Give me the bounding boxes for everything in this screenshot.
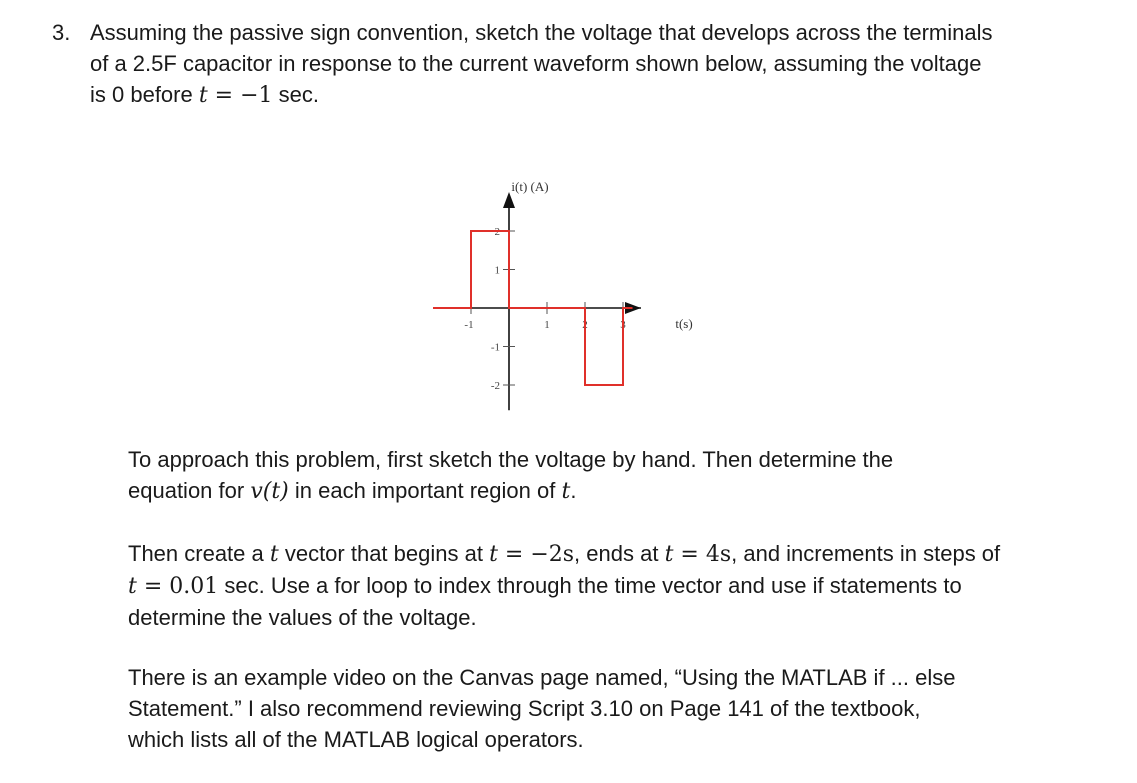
x-tick-label: -1 — [464, 319, 474, 331]
para3-line-1: There is an example video on the Canvas page named, “Using the MATLAB if ... else — [128, 665, 956, 690]
question-text — [90, 17, 1080, 111]
para3-line-3: which lists all of the MATLAB logical operators. — [128, 727, 584, 752]
y-axis-arrow — [503, 192, 515, 208]
para2-line-3: determine the values of the voltage. — [128, 605, 477, 630]
para2-line-2: t = 0.01 sec. Use a for loop to index through the time vector and use if statements to — [128, 573, 962, 599]
y-tick-label: 2 — [494, 226, 500, 238]
para1-line-2: equation for v(t) in each important region of t. — [128, 478, 577, 504]
x-tick-label: 2 — [582, 319, 588, 331]
question-line-1: Assuming the passive sign convention, sketch the voltage that develops across the terminals — [90, 20, 993, 45]
instruction-paragraph-2 — [128, 538, 1108, 633]
question-line-2: of a 2.5F capacitor in response to the current waveform shown below, assuming the voltage — [90, 51, 982, 76]
y-tick-label: -1 — [490, 341, 500, 354]
instruction-paragraph-3 — [128, 662, 1108, 755]
x-tick-label: 1 — [544, 319, 550, 331]
y-tick-label: -2 — [490, 380, 500, 392]
question-line-3: is 0 before t = −1 sec. — [90, 82, 320, 108]
para1-line-1: To approach this problem, first sketch the voltage by hand. Then determine the — [128, 447, 894, 472]
chart-axes — [443, 192, 641, 410]
para3-line-2: Statement.” I also recommend reviewing Script 3.10 on Page 141 of the textbook, — [128, 696, 921, 721]
current-waveform-chart — [420, 170, 720, 420]
y-tick-label: 1 — [494, 264, 500, 277]
para2-line-1: Then create a t vector that begins at t = −2s, ends at t = 4s, and increments in steps of — [128, 541, 1001, 567]
x-axis-label: t(s) — [675, 316, 693, 331]
y-axis-label: i(t) (A) — [511, 179, 549, 194]
x-tick-label: 3 — [620, 319, 626, 331]
question-number: 3. — [52, 20, 71, 45]
instruction-paragraph-1 — [128, 444, 1108, 507]
